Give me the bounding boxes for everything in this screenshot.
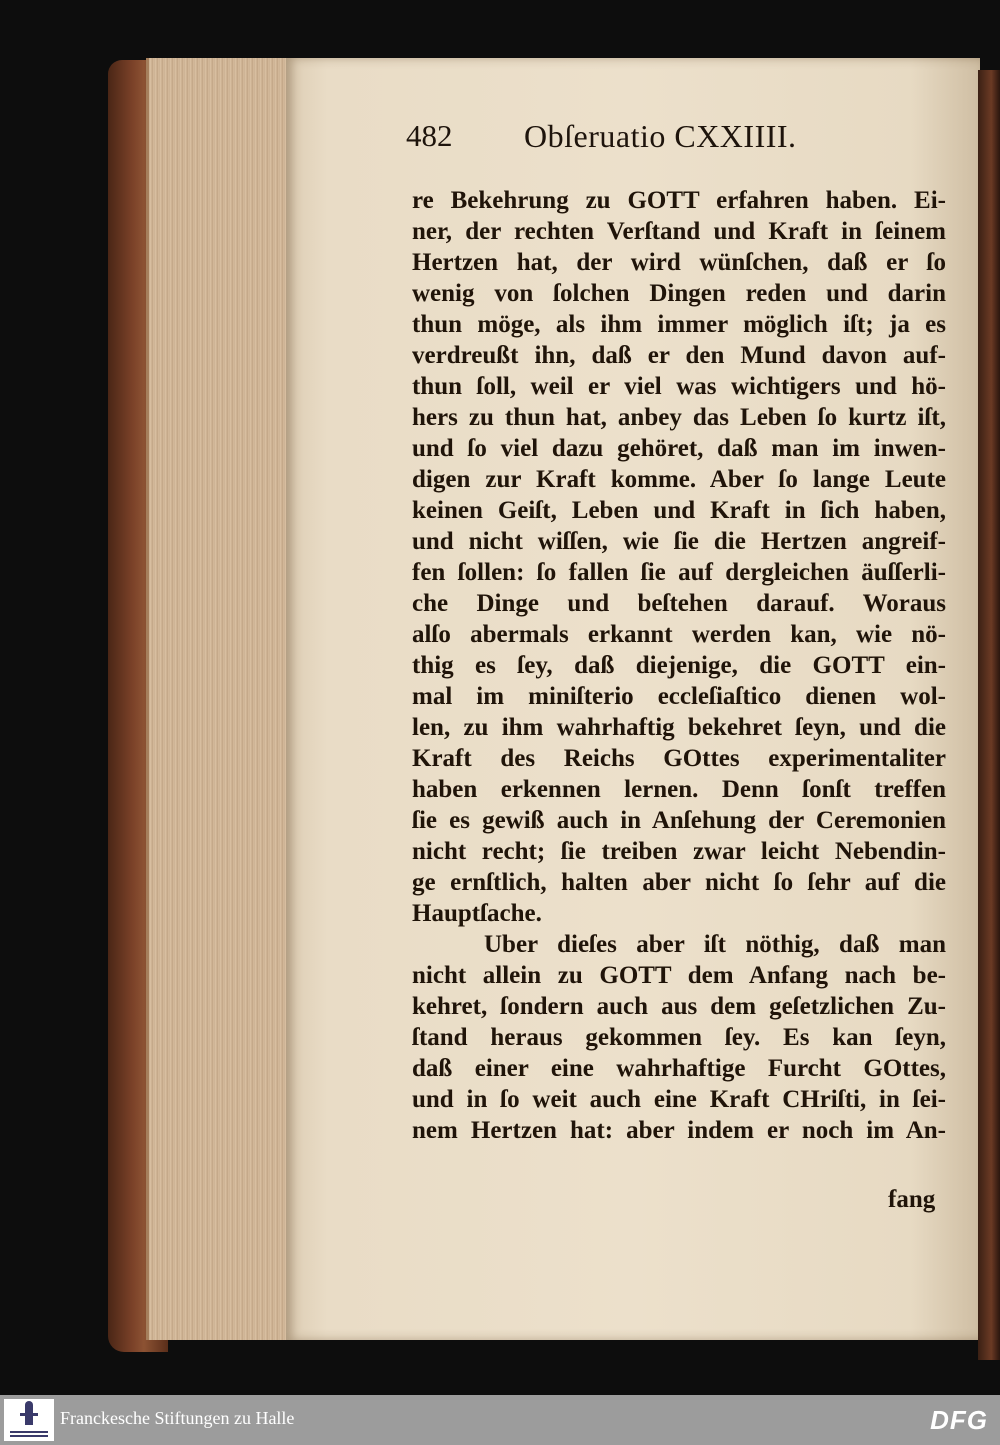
text-line: ner, der rechten Verſtand und Kraft in ſeinem: [412, 218, 946, 245]
text-line: und nicht wiſſen, wie ſie die Hertzen angreif-: [412, 528, 946, 555]
page-stack-edge: [146, 58, 291, 1340]
text-line: mal im miniſterio eccleſiaſtico dienen wol-: [412, 683, 946, 710]
institution-logo-icon: [4, 1399, 54, 1441]
viewer-footer: [0, 1395, 1000, 1445]
text-line: ge ernſtlich, halten aber nicht ſo ſehr auf die: [412, 869, 946, 896]
text-line: nicht allein zu GOTT dem Anfang nach be-: [412, 962, 946, 989]
page-number: 482: [406, 118, 453, 153]
text-line: Hertzen hat, der wird wünſchen, daß er ſo: [412, 249, 946, 276]
text-line: re Bekehrung zu GOTT erfahren haben. Ei-: [412, 187, 946, 214]
text-line: kehret, ſondern auch aus dem geſetzlichen Zu-: [412, 993, 946, 1020]
text-line: verdreußt ihn, daß er den Mund davon auf-: [412, 342, 946, 369]
text-line: digen zur Kraft komme. Aber ſo lange Leute: [412, 466, 946, 493]
text-line: Kraft des Reichs GOttes experimentaliter: [412, 745, 946, 772]
text-line: nem Hertzen hat: aber indem er noch im An-: [412, 1117, 946, 1144]
facing-page-edge: [978, 70, 1000, 1360]
text-line: alſo abermals erkannt werden kan, wie nö-: [412, 621, 946, 648]
institution-name[interactable]: Franckesche Stiftungen zu Halle: [60, 1408, 295, 1428]
catchword: fang: [888, 1186, 936, 1213]
text-line: fen ſollen: ſo fallen ſie auf dergleichen äuſſerli-: [412, 559, 946, 586]
text-line: len, zu ihm wahrhaftig bekehret ſeyn, und die: [412, 714, 946, 741]
dfg-logo[interactable]: DFG: [930, 1405, 988, 1435]
text-line: Uber dieſes aber iſt nöthig, daß man: [484, 931, 946, 958]
text-line: ſie es gewiß auch in Anſehung der Ceremonien: [412, 807, 946, 834]
text-line: che Dinge und beſtehen darauf. Woraus: [412, 590, 946, 617]
text-line: thig es ſey, daß diejenige, die GOTT ein-: [412, 652, 946, 679]
text-line: haben erkennen lernen. Denn ſonſt treffen: [412, 776, 946, 803]
text-line: und ſo viel dazu gehöret, daß man im inwen-: [412, 435, 946, 462]
text-line: hers zu thun hat, anbey das Leben ſo kurtz iſt,: [412, 404, 946, 431]
text-line: thun ſoll, weil er viel was wichtigers und hö-: [412, 373, 946, 400]
text-line: und in ſo weit auch eine Kraft CHriſti, in ſei-: [412, 1086, 946, 1113]
text-line: wenig von ſolchen Dingen reden und darin: [412, 280, 946, 307]
text-line: keinen Geiſt, Leben und Kraft in ſich haben,: [412, 497, 946, 524]
text-line: nicht recht; ſie treiben zwar leicht Nebendin-: [412, 838, 946, 865]
institution-logo[interactable]: [4, 1399, 54, 1441]
running-title: Obſeruatio CXXIIII.: [524, 118, 797, 154]
page-header: [406, 118, 946, 168]
text-line: daß einer eine wahrhaftige Furcht GOttes,: [412, 1055, 946, 1082]
text-line: ſtand heraus gekommen ſey. Es kan ſeyn,: [412, 1024, 946, 1051]
text-line: Hauptſache.: [412, 900, 542, 927]
text-line: thun möge, als ihm immer möglich iſt; ja es: [412, 311, 946, 338]
